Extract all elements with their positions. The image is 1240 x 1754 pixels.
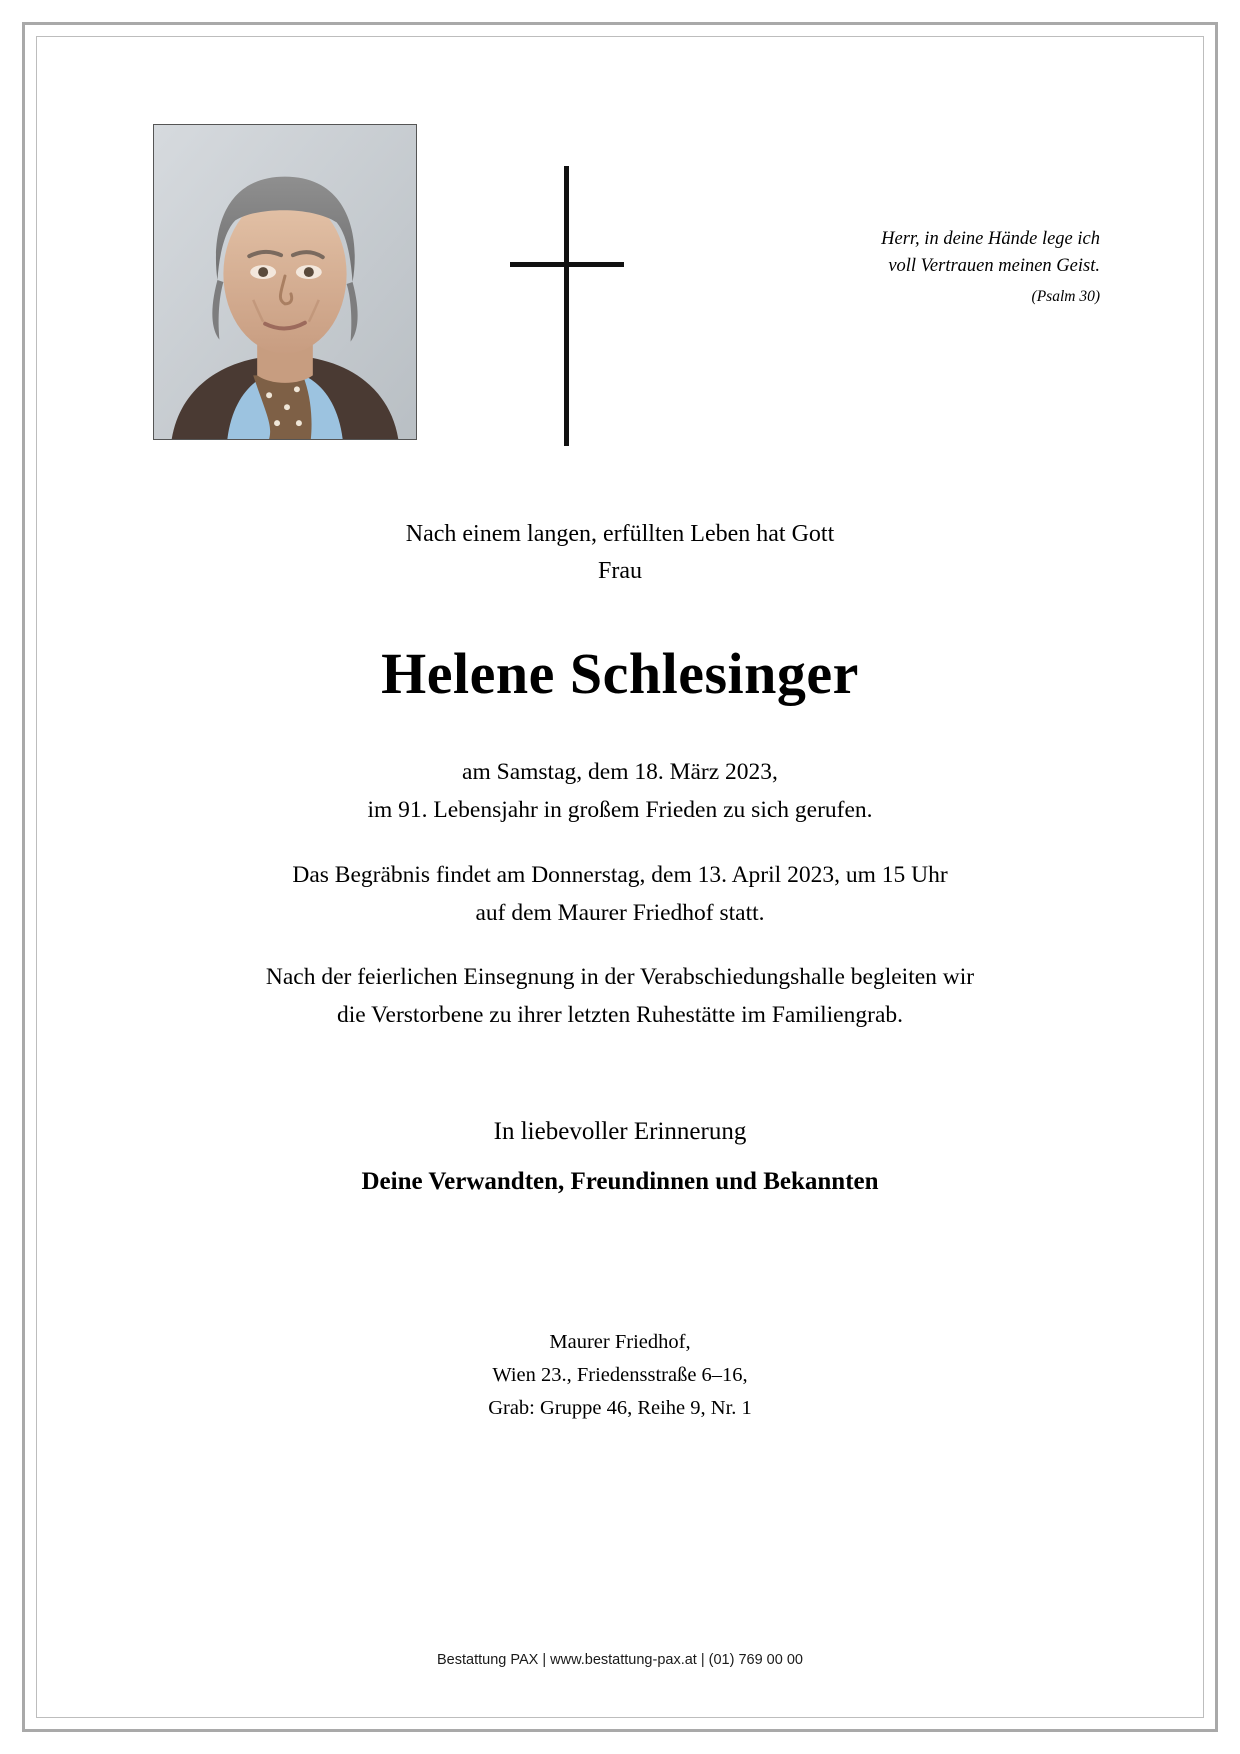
cemetery-address: Wien 23., Friedensstraße 6–16, — [492, 1363, 748, 1386]
bible-verse — [800, 226, 1100, 308]
death-line-2: im 91. Lebensjahr in großem Frieden zu sich gerufen. — [367, 797, 873, 824]
lead-line-1: Nach einem langen, erfüllten Leben hat Gott — [405, 521, 835, 547]
memory-text: In liebevoller Erinnerung — [493, 1117, 747, 1145]
card-content — [36, 36, 1204, 1718]
death-line-1: am Samstag, dem 18. März 2023, — [462, 759, 778, 786]
verse-source: (Psalm 30) — [1031, 287, 1100, 305]
cemetery-name: Maurer Friedhof, — [549, 1331, 691, 1353]
cemetery-details — [36, 1326, 1204, 1424]
grave-location: Grab: Gruppe 46, Reihe 9, Nr. 1 — [488, 1396, 752, 1419]
cross-vertical-bar — [564, 166, 569, 446]
lead-line-2: Frau — [598, 558, 642, 585]
verse-line-2: voll Vertrauen meinen Geist. — [888, 255, 1100, 276]
portrait-photo — [153, 124, 417, 440]
announcement-block — [36, 516, 1204, 1196]
family-signature: Deine Verwandten, Freundinnen und Bekannten — [361, 1167, 879, 1195]
verse-line-1: Herr, in deine Hände lege ich — [881, 229, 1100, 249]
funeral-line-2: auf dem Maurer Friedhof statt. — [475, 899, 765, 926]
blessing-line-2: die Verstorbene zu ihrer letzten Ruhestätte im Familiengrab. — [337, 1001, 903, 1028]
christian-cross-icon — [504, 166, 634, 446]
footer-imprint: Bestattung PAX | www.bestattung-pax.at | (01) 769 00 00 — [437, 1652, 803, 1668]
deceased-name: Helene Schlesinger — [381, 641, 859, 707]
blessing-line-1: Nach der feierlichen Einsegnung in der Verabschiedungshalle begleiten wir — [265, 963, 975, 990]
funeral-line-1: Das Begräbnis findet am Donnerstag, dem 13. April 2023, um 15 Uhr — [292, 861, 948, 888]
cross-horizontal-bar — [510, 262, 624, 267]
